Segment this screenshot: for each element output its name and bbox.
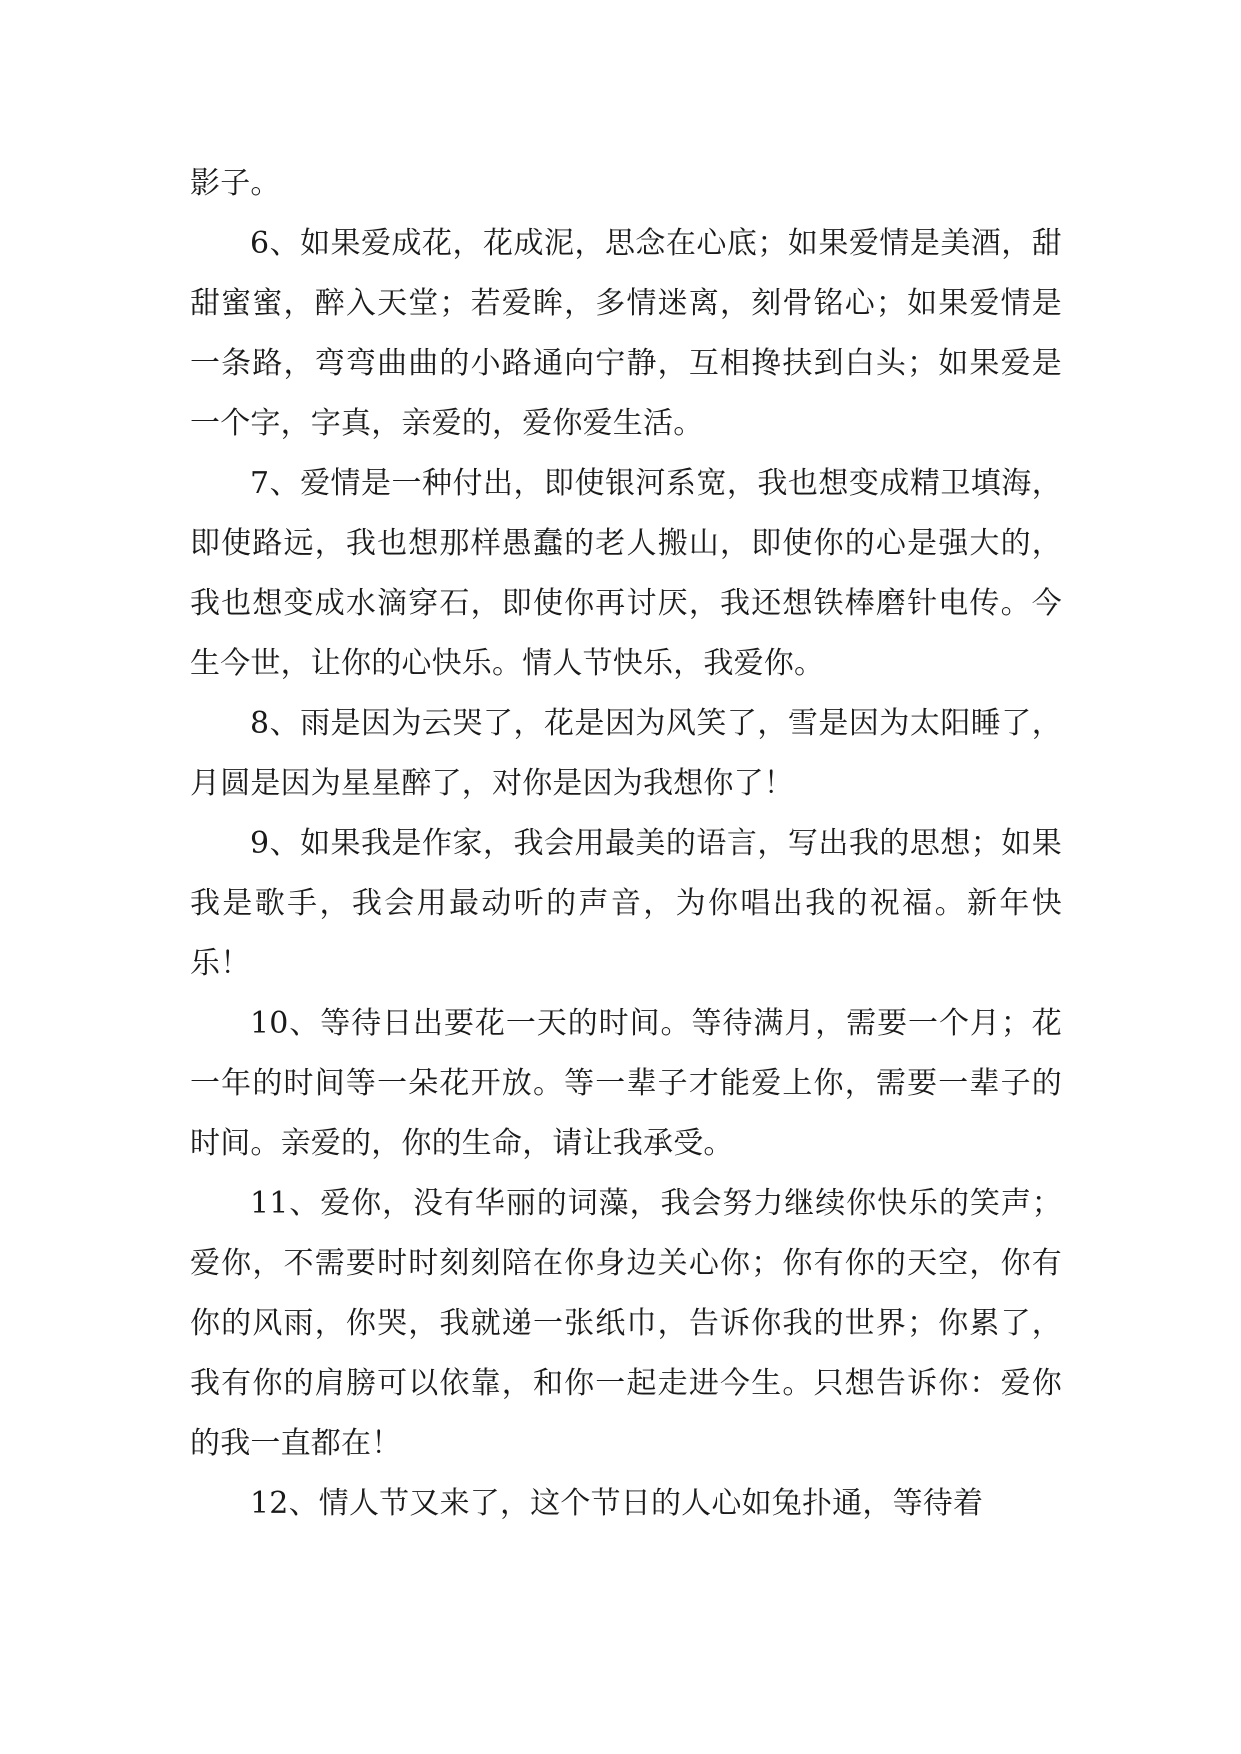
paragraph-item-8: 8、雨是因为云哭了，花是因为风笑了，雪是因为太阳睡了，月圆是因为星星醉了，对你是因为我想你了！ [190,706,1062,801]
paragraph-item-7: 7、爱情是一种付出，即使银河系宽，我也想变成精卫填海，即使路远，我也想那样愚蠢的老人搬山，即使你的心是强大的，我也想变成水滴穿石，即使你再讨厌，我还想铁棒磨针电传。今生今世，让你的心快乐。情人节快乐，我爱你。 [190,466,1062,681]
paragraph-item-9: 9、如果我是作家，我会用最美的语言，写出我的思想；如果我是歌手，我会用最动听的声音，为你唱出我的祝福。新年快乐！ [190,826,1062,981]
paragraph-item-12: 12、情人节又来了，这个节日的人心如兔扑通，等待着 [250,1486,984,1521]
paragraph-item-6: 6、如果爱成花，花成泥，思念在心底；如果爱情是美酒，甜甜蜜蜜，醉入天堂；若爱眸，多情迷离，刻骨铭心；如果爱情是一条路，弯弯曲曲的小路通向宁静，互相搀扶到白头；如果爱是一个字，字真，亲爱的，爱你爱生活。 [190,226,1062,441]
paragraph-item-11: 11、爱你，没有华丽的词藻，我会努力继续你快乐的笑声；爱你，不需要时时刻刻陪在你身边关心你；你有你的天空，你有你的风雨，你哭，我就递一张纸巾，告诉你我的世界；你累了，我有你的肩膀可以依靠，和你一起走进今生。只想告诉你：爱你的我一直都在！ [190,1186,1062,1461]
document-body [190,154,1062,1534]
paragraph-item-10: 10、等待日出要花一天的时间。等待满月，需要一个月；花一年的时间等一朵花开放。等一辈子才能爱上你，需要一辈子的时间。亲爱的，你的生命，请让我承受。 [190,1006,1062,1161]
paragraph-continuation: 影子。 [190,166,281,201]
